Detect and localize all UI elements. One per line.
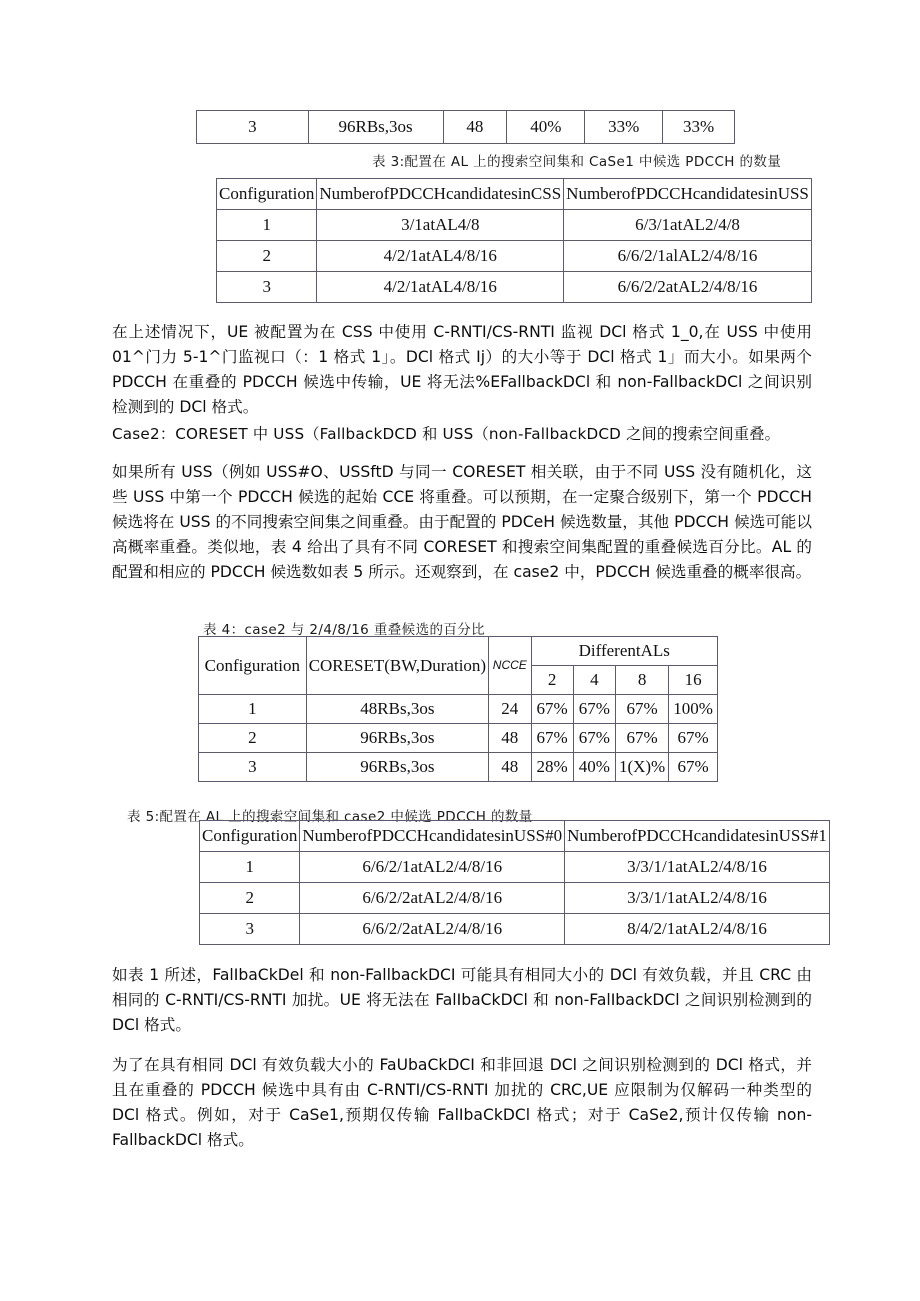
- cell-ncce: 48: [443, 111, 507, 144]
- table3: [216, 178, 812, 303]
- cell-al-16: 67%: [669, 753, 718, 782]
- cell-uss: 6/3/1atAL2/4/8: [564, 210, 812, 241]
- header-al-8: 8: [615, 666, 668, 695]
- cell-css: 3/1atAL4/8: [317, 210, 564, 241]
- table-row: [197, 111, 735, 144]
- cell-coreset: 96RBs,3os: [306, 753, 488, 782]
- paragraph-case1-description: 在上述情况下，UE 被配置为在 CSS 中使用 C-RNTI/CS-RNTI 监视 DCl 格式 1_0,在 USS 中使用 01^门力 5-1^门监视口（：1 格式 1」。DCl 格式 Ij）的大小等于 DCl 格式 1」而大小。如果两个 PDCCH 在重叠的 PDCCH 候选中传输，UE 将无法%EFallbackDCl 和 non-FallbackDCl 之间识别检测到的 DCl 格式。: [112, 323, 812, 416]
- table4: [198, 636, 718, 782]
- cell-config: 2: [199, 724, 307, 753]
- cell-css: 4/2/1atAL4/8/16: [317, 241, 564, 272]
- cell-al-2: 28%: [531, 753, 573, 782]
- cell-coreset: 48RBs,3os: [306, 695, 488, 724]
- top-table-fragment: [196, 110, 735, 144]
- cell-coreset: 96RBs,3os: [306, 724, 488, 753]
- paragraph-case2-heading: Case2：CORESET 中 USS（FallbackDCD 和 USS（non-FallbackDCD 之间的搜索空间重叠。: [112, 425, 780, 443]
- cell-al-2: 67%: [531, 724, 573, 753]
- table-row: [199, 724, 718, 753]
- header-al-16: 16: [669, 666, 718, 695]
- paragraph-conclusion: 为了在具有相同 DCl 有效负载大小的 FaUbaCkDCI 和非回退 DCl 之间识别检测到的 DCl 格式，并且在重叠的 PDCCH 候选中具有由 C-RNTI/CS-RNTI 加扰的 CRC,UE 应限制为仅解码一种类型的 DCl 格式。例如，对于 CaSe1,预期仅传输 FalIbaCkDCl 格式；对于 CaSe2,预计仅传输 non-FallbackDCl 格式。: [112, 1056, 812, 1149]
- table5: [199, 820, 830, 945]
- header-candidates-uss0: NumberofPDCCHcandidatesinUSS#0: [300, 821, 565, 852]
- header-al-4: 4: [573, 666, 615, 695]
- header-configuration: Configuration: [200, 821, 300, 852]
- header-candidates-uss1: NumberofPDCCHcandidatesinUSS#1: [565, 821, 830, 852]
- cell-uss1: 3/3/1/1atAL2/4/8/16: [565, 852, 830, 883]
- cell-uss0: 6/6/2/2atAL2/4/8/16: [300, 883, 565, 914]
- cell-css: 4/2/1atAL4/8/16: [317, 272, 564, 303]
- table-header-row: [200, 821, 830, 852]
- cell-uss0: 6/6/2/1atAL2/4/8/16: [300, 852, 565, 883]
- header-different-als: DifferentALs: [531, 637, 717, 666]
- header-ncce: NCCE: [489, 637, 531, 695]
- cell-ncce: 48: [489, 724, 531, 753]
- table-row: [199, 695, 718, 724]
- table-row: [217, 210, 812, 241]
- paragraph-table1-reference: 如表 1 所述，FalIbaCkDel 和 non-FallbackDCI 可能具有相同大小的 DCl 有效负载，并且 CRC 由相同的 C-RNTI/CS-RNTI 加扰。UE 将无法在 FalIbaCkDCl 和 non-FalIbackDCl 之间识别检测到的 DCl 格式。: [112, 966, 812, 1034]
- table-row: [199, 753, 718, 782]
- cell-uss1: 8/4/2/1atAL2/4/8/16: [565, 914, 830, 945]
- cell-uss0: 6/6/2/2atAL2/4/8/16: [300, 914, 565, 945]
- cell-config: 3: [217, 272, 317, 303]
- cell-al-16: 67%: [669, 724, 718, 753]
- cell-al-4: 40%: [573, 753, 615, 782]
- header-configuration: Configuration: [217, 179, 317, 210]
- cell-uss: 6/6/2/2atAL2/4/8/16: [564, 272, 812, 303]
- cell-al-4: 67%: [573, 695, 615, 724]
- cell-al-4: 67%: [573, 724, 615, 753]
- table-row: [217, 272, 812, 303]
- cell-al-8: 1(X)%: [615, 753, 668, 782]
- cell-config: 2: [217, 241, 317, 272]
- cell-coreset: 96RBs,3os: [308, 111, 443, 144]
- cell-al-2: 67%: [531, 695, 573, 724]
- table-row: [200, 914, 830, 945]
- cell-al-8: 33%: [663, 111, 735, 144]
- header-al-2: 2: [531, 666, 573, 695]
- cell-config: 3: [200, 914, 300, 945]
- cell-al-4: 33%: [585, 111, 663, 144]
- table-header-row-group: [199, 637, 718, 666]
- cell-uss1: 3/3/1/1atAL2/4/8/16: [565, 883, 830, 914]
- cell-config: 1: [217, 210, 317, 241]
- table-row: [217, 241, 812, 272]
- cell-configuration: 3: [197, 111, 309, 144]
- cell-config: 1: [200, 852, 300, 883]
- cell-al-2: 40%: [507, 111, 585, 144]
- cell-config: 3: [199, 753, 307, 782]
- header-candidates-uss: NumberofPDCCHcandidatesinUSS: [564, 179, 812, 210]
- cell-al-8: 67%: [615, 724, 668, 753]
- header-candidates-css: NumberofPDCCHcandidatesinCSS: [317, 179, 564, 210]
- table3-caption: 表 3:配置在 AL 上的搜索空间集和 CaSe1 中候选 PDCCH 的数量: [372, 154, 782, 170]
- table-row: [200, 852, 830, 883]
- cell-al-16: 100%: [669, 695, 718, 724]
- cell-ncce: 48: [489, 753, 531, 782]
- header-configuration: Configuration: [199, 637, 307, 695]
- table5-caption: 表 5:配置在 AL 上的搜索空间集和 case2 中候选 PDCCH 的数量: [127, 809, 533, 825]
- cell-config: 1: [199, 695, 307, 724]
- paragraph-case2-description: 如果所有 USS（例如 USS#O、USSftD 与同一 CORESET 相关联，由于不同 USS 没有随机化，这些 USS 中第一个 PDCCH 候选的起始 CCE 将重叠。可以预期，在一定聚合级别下，第一个 PDCCH 候选将在 USS 的不同搜索空间集之间重叠。由于配置的 PDCeH 候选数量，其他 PDCCH 候选可能以高概率重叠。类似地，表 4 给出了具有不同 CORESET 和搜索空间集配置的重叠候选百分比。AL 的配置和相应的 PDCCH 候选数如表 5 所示。还观察到，在 case2 中，PDCCH 候选重叠的概率很高。: [112, 463, 812, 581]
- cell-uss: 6/6/2/1alAL2/4/8/16: [564, 241, 812, 272]
- header-coreset: CORESET(BW,Duration): [306, 637, 488, 695]
- cell-config: 2: [200, 883, 300, 914]
- table4-caption: 表 4：case2 与 2/4/8/16 重叠候选的百分比: [203, 622, 486, 638]
- table-row: [200, 883, 830, 914]
- cell-al-8: 67%: [615, 695, 668, 724]
- cell-ncce: 24: [489, 695, 531, 724]
- table-header-row: [217, 179, 812, 210]
